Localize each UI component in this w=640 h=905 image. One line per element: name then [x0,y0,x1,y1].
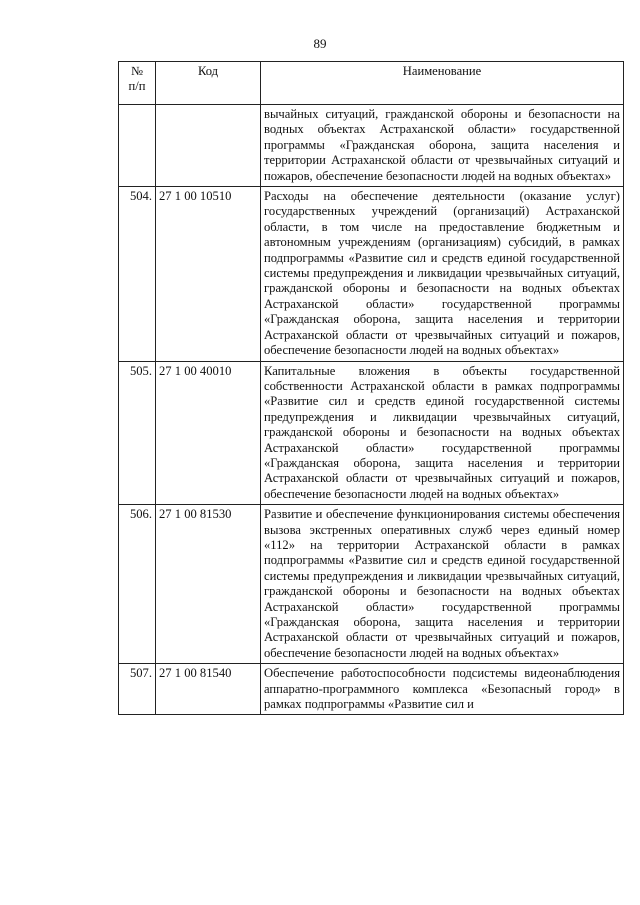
header-number [119,62,156,105]
header-number-sign: № [130,64,144,78]
row-code: 27 1 00 10510 [156,187,261,361]
row-number: 504. [119,187,156,361]
row-name: Развитие и обеспечение функционирования системы обеспечения вызова экстренных оперативных служб через единый номер «112» на территории Астраханской области в рамках подпрограммы «Развитие сил и средств единой государственной системы предупреждения и ликвидации чрезвычайных ситуаций, гражданской обороны и безопасности на водных объектах Астраханской области» государственной программы «Гражданская оборона, защита населения и территории Астраханской области от чрезвычайных ситуаций и пожаров, обеспечение безопасности людей на водных объектах» [261,505,624,664]
row-number: 507. [119,664,156,715]
row-code: 27 1 00 81540 [156,664,261,715]
row-code [156,105,261,187]
header-number-abbr: п/п [128,79,146,94]
row-name: Расходы на обеспечение деятельности (оказание услуг) государственных учреждений (организаций) Астраханской области, в том числе на предоставление бюджетным и автономным учреждениям (организациям) субсидий, в рамках подпрограммы «Развитие сил и средств единой государственной системы предупреждения и ликвидации чрезвычайных ситуаций, гражданской обороны и безопасности на водных объектах Астраханской области» государственной программы «Гражданская оборона, защита населения и территории Астраханской области от чрезвычайных ситуаций и пожаров, обеспечение безопасности людей на водных объектах» [261,187,624,361]
table-header-row [119,62,624,105]
table-row [119,505,624,664]
budget-table [118,61,624,715]
row-number: 506. [119,505,156,664]
header-code: Код [156,62,261,105]
row-name: вычайных ситуаций, гражданской обороны и безопасности на водных объектах Астраханской области» государственной программы «Гражданская оборона, защита населения и территории Астраханской области от чрезвычайных ситуаций и пожаров, обеспечение безопасности людей на водных объектах» [261,105,624,187]
header-name: Наименование [261,62,624,105]
row-code: 27 1 00 40010 [156,361,261,505]
row-code: 27 1 00 81530 [156,505,261,664]
page-number: 89 [313,36,327,51]
row-name: Капитальные вложения в объекты государственной собственности Астраханской области в рамках подпрограммы «Развитие сил и средств единой государственной системы предупреждения и ликвидации чрезвычайных ситуаций, гражданской обороны и безопасности на водных объектах Астраханской области» государственной программы «Гражданская оборона, защита населения и территории Астраханской области от чрезвычайных ситуаций и пожаров, обеспечение безопасности людей на водных объектах» [261,361,624,505]
row-number: 505. [119,361,156,505]
table-row [119,361,624,505]
table-row [119,187,624,361]
row-number [119,105,156,187]
table-row [119,105,624,187]
row-name: Обеспечение работоспособности подсистемы видеонаблюдения аппаратно-программного комплекса «Безопасный город» в рамках подпрограммы «Развитие сил и [261,664,624,715]
table-row [119,664,624,715]
